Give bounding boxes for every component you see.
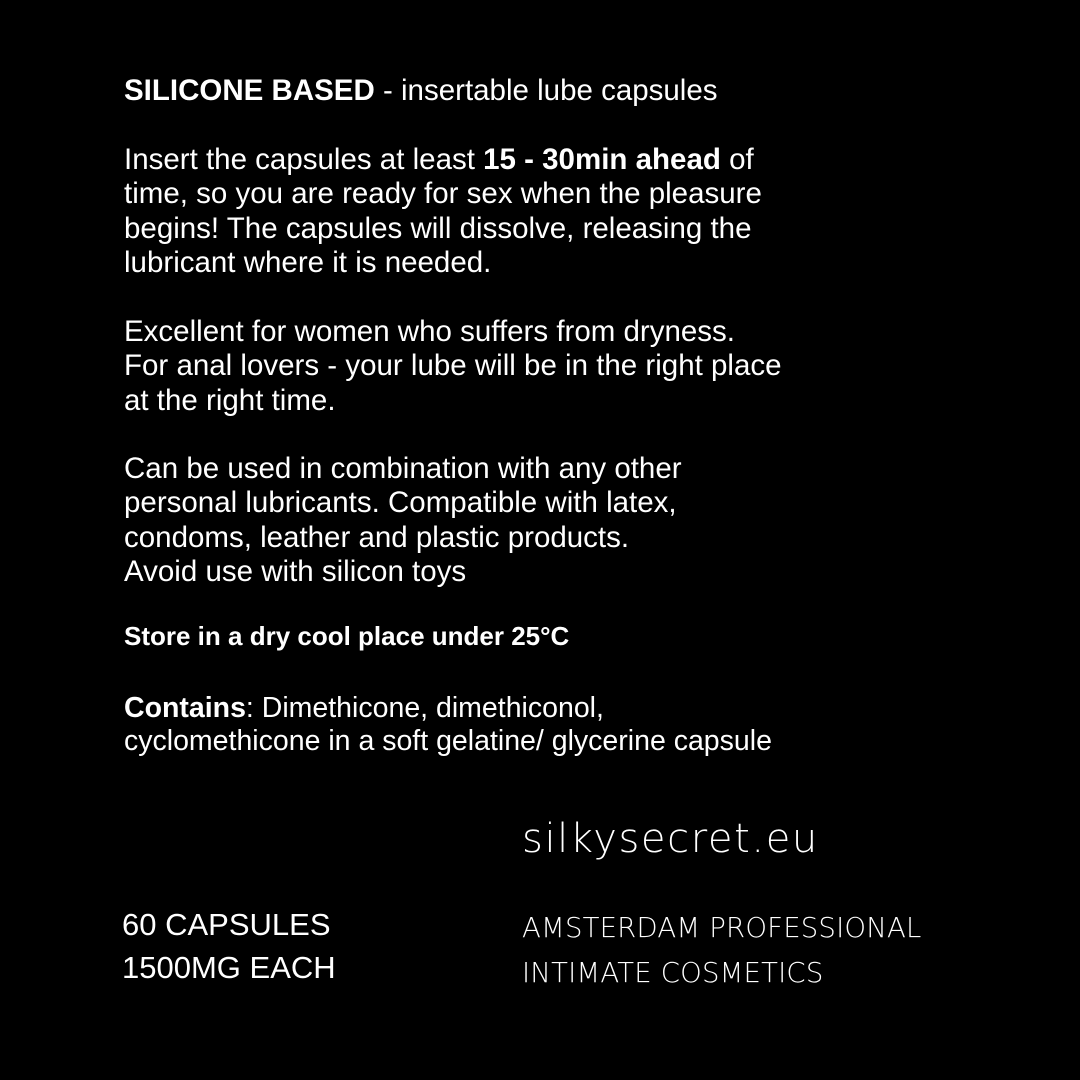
quantity-dose: 1500MG EACH: [122, 950, 336, 985]
ingredients-text: : Dimethicone, dimethiconol, cyclomethicone in a soft gelatine/ glycerine capsule: [124, 692, 772, 757]
brand-tagline: [522, 906, 922, 996]
website-url: silkysecret.eu: [522, 816, 819, 862]
brand-line-2: INTIMATE COSMETICS: [522, 957, 824, 989]
brand-line-1: AMSTERDAM PROFESSIONAL: [522, 912, 922, 944]
usage-after: of time, so you are ready for sex when the pleasure begins! The capsules will dissolve, releasing the lubricant where it is needed.: [124, 143, 762, 279]
usage-paragraph: [124, 143, 762, 280]
heading-rest: - insertable lube capsules: [374, 74, 718, 107]
usage-before: Insert the capsules at least: [124, 143, 484, 176]
ingredients: [124, 692, 772, 758]
compatibility-paragraph: Can be used in combination with any other personal lubricants. Compatible with latex, condoms, leather and plastic products. Avoid use with silicon toys: [124, 452, 682, 588]
heading-bold: SILICONE BASED: [124, 74, 375, 107]
quantity-count: 60 CAPSULES: [122, 907, 331, 942]
usage-timing: 15 - 30min ahead: [483, 143, 721, 176]
quantity-info: [122, 903, 336, 989]
storage-instructions: Store in a dry cool place under 25°C: [124, 621, 570, 651]
benefits-paragraph: Excellent for women who suffers from dryness. For anal lovers - your lube will be in the right place at the right time.: [124, 315, 782, 417]
product-heading: [124, 74, 718, 108]
ingredients-label: Contains: [124, 692, 246, 724]
